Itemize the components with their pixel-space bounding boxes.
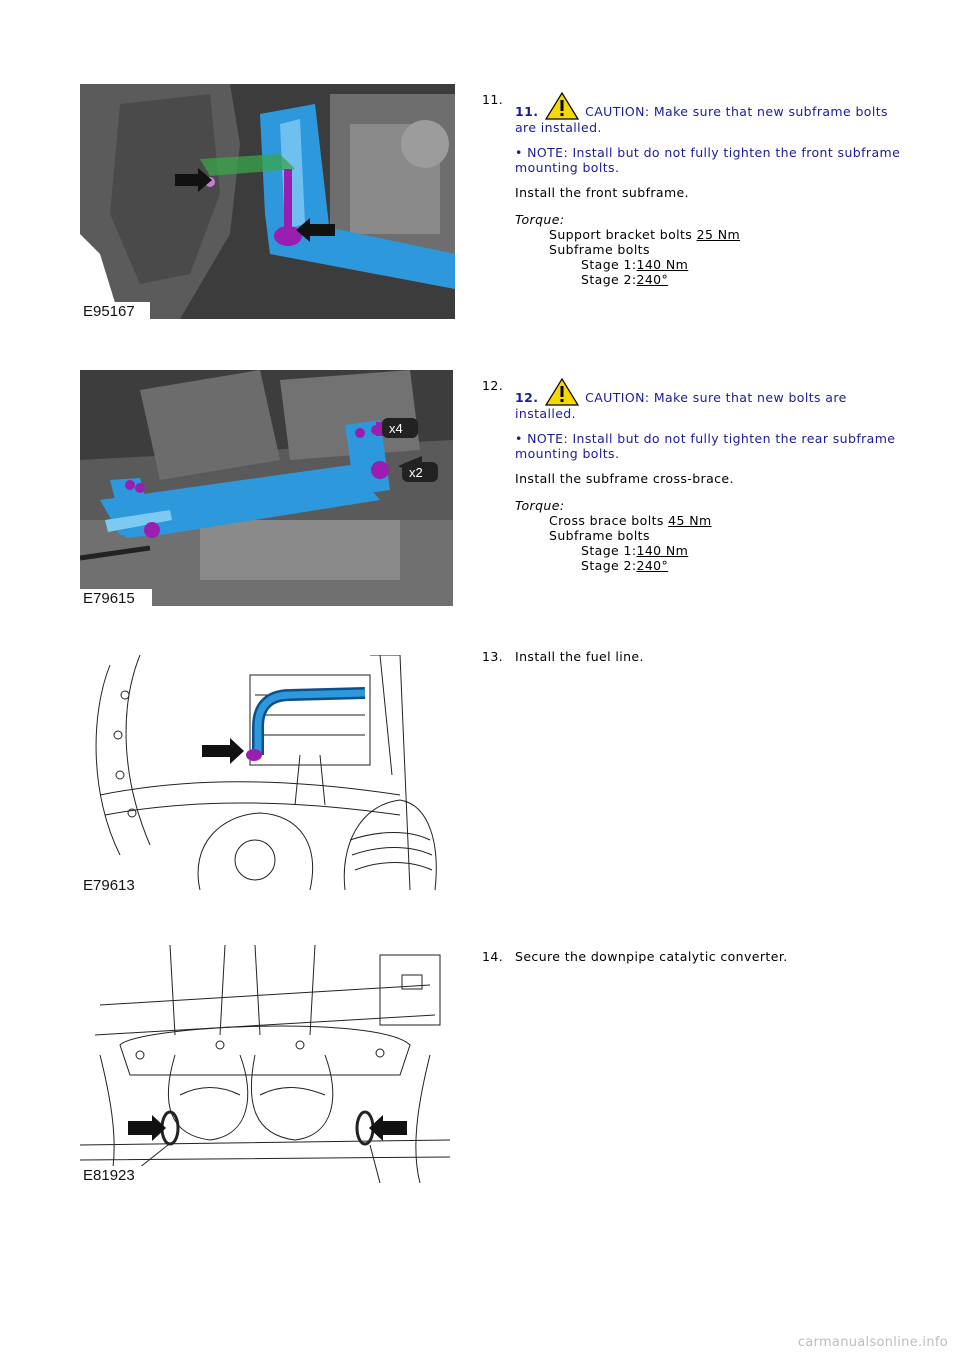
action-text: Install the front subframe. [515, 185, 690, 200]
torque-row: Subframe bolts [549, 242, 650, 257]
torque-row: Stage 2:240° [581, 272, 669, 287]
step-number: 14. [482, 949, 504, 964]
caution-text: 11. CAUTION: Make sure that new subframe bolts are installed. [515, 92, 902, 135]
step-number: 12. [482, 378, 504, 393]
figure-label: E95167 [83, 303, 135, 319]
torque-label: Torque: [515, 212, 565, 227]
callout-x2: x2 [409, 465, 423, 480]
warning-triangle-icon [545, 92, 579, 120]
torque-row: Subframe bolts [549, 528, 650, 543]
torque-value-link[interactable]: 140 Nm [636, 257, 689, 272]
figure-label: E79615 [83, 590, 135, 606]
footer-watermark[interactable]: carmanualsonline.info [797, 1335, 948, 1350]
torque-row: Stage 1:140 Nm [581, 543, 689, 558]
step-13 [482, 649, 902, 674]
figure-e95167 [80, 84, 455, 319]
figure-e79615 [80, 370, 453, 606]
note-text: • NOTE: Install but do not fully tighten the front subframe mounting bolts. [515, 145, 901, 175]
torque-block [515, 498, 902, 573]
caution-prefix: 11. [515, 104, 539, 119]
step-11 [482, 92, 902, 287]
torque-block [515, 212, 902, 287]
figure-label: E79613 [83, 877, 135, 893]
note-text: • NOTE: Install but do not fully tighten the rear subframe mounting bolts. [515, 431, 896, 461]
figure-label: E81923 [83, 1167, 135, 1183]
step-number: 13. [482, 649, 504, 664]
action-text: Install the subframe cross-brace. [515, 471, 734, 486]
caution-text: 12. CAUTION: Make sure that new bolts are installed. [515, 378, 902, 421]
action-text: Secure the downpipe catalytic converter. [515, 949, 788, 964]
torque-row: Support bracket bolts 25 Nm [549, 227, 741, 242]
figure-e79613 [80, 655, 440, 893]
torque-value-link[interactable]: 140 Nm [636, 543, 689, 558]
warning-triangle-icon [545, 378, 579, 406]
torque-value-link[interactable]: 240° [636, 558, 669, 573]
torque-label: Torque: [515, 498, 565, 513]
action-text: Install the fuel line. [515, 649, 644, 664]
torque-row: Stage 1:140 Nm [581, 257, 689, 272]
callout-x4: x4 [389, 421, 403, 436]
figure-e81923 [80, 945, 450, 1183]
torque-value-link[interactable]: 45 Nm [668, 513, 712, 528]
step-14 [482, 949, 902, 974]
step-12 [482, 378, 902, 573]
torque-row: Stage 2:240° [581, 558, 669, 573]
caution-prefix: 12. [515, 390, 539, 405]
torque-row: Cross brace bolts 45 Nm [549, 513, 712, 528]
torque-value-link[interactable]: 25 Nm [696, 227, 741, 242]
torque-value-link[interactable]: 240° [636, 272, 669, 287]
step-number: 11. [482, 92, 504, 107]
